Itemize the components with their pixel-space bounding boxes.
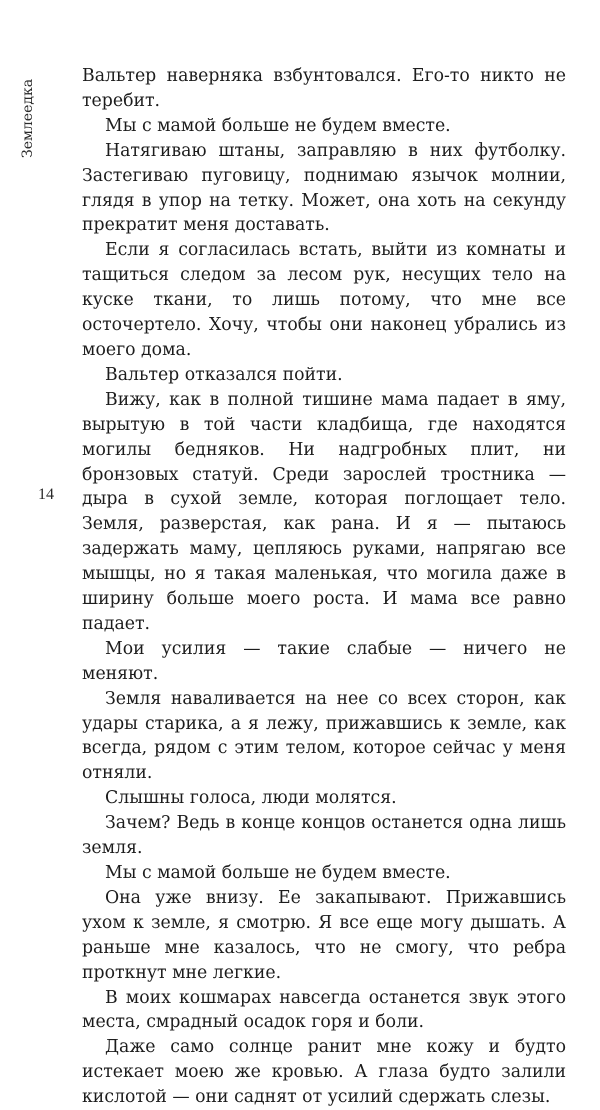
paragraph: Мои усилия — такие слабые — ничего не меняют. (82, 638, 566, 684)
page-number: 14 (38, 486, 54, 503)
paragraph: Вижу, как в полной тишине мама падает в яму, вырытую в той части кладбища, где находятся могилы бедняков. Ни надгробных плит, ни бронзовых статуй. Среди зарослей тростника — дыра в сухой земле, которая поглощает тело. Земля, разверстая, как рана. И я — пытаюсь задержать маму, цепляюсь руками, напрягаю все мышцы, но я такая маленькая, что могила даже в ширину больше моего роста. И мама все равно падает. (82, 389, 566, 634)
paragraph: Слышны голоса, люди молятся. (105, 788, 397, 809)
paragraph: Вальтер отказался пойти. (105, 364, 343, 385)
paragraph: Мы с мамой больше не будем вместе. (105, 115, 451, 136)
paragraph: Если я согласилась встать, выйти из комнаты и тащиться следом за лесом рук, несущих тело на куске ткани, то лишь потому, что мне все осточертело. Хочу, чтобы они наконец убрались из моего дома. (82, 240, 566, 360)
paragraph: Мы с мамой больше не будем вместе. (105, 863, 451, 883)
paragraph: Даже само солнце ранит мне кожу и будто истекает моею же кровью. А глаза будто залили кислотой — они саднят от усилий сдержать слезы. (82, 1037, 566, 1108)
running-head: Землеедка (20, 78, 36, 158)
paragraph: Она уже внизу. Ее закапывают. Прижавшись ухом к земле, я смотрю. Я все еще могу дышать. А раньше мне казалось, что не смогу, что ребра проткнут мне легкие. (82, 887, 566, 983)
paragraph: Земля наваливается на нее со всех сторон, как удары старика, а я лежу, прижавшись к земле, как всегда, рядом с этим телом, которое сейчас у меня отняли. (82, 688, 566, 784)
body-text (82, 64, 566, 1110)
paragraph: Вальтер наверняка взбунтовался. Его-то никто не теребит. (82, 66, 566, 111)
paragraph: В моих кошмарах навсегда останется звук этого места, смрадный осадок горя и боли. (82, 987, 566, 1033)
paragraph: Зачем? Ведь в конце концов останется одна лишь земля. (82, 813, 566, 859)
paragraph: Натягиваю штаны, заправляю в них футболку. Застегиваю пуговицу, поднимаю язычок молнии, глядя в упор на тетку. Может, она хоть на секунду прекратит меня доставать. (82, 140, 566, 236)
